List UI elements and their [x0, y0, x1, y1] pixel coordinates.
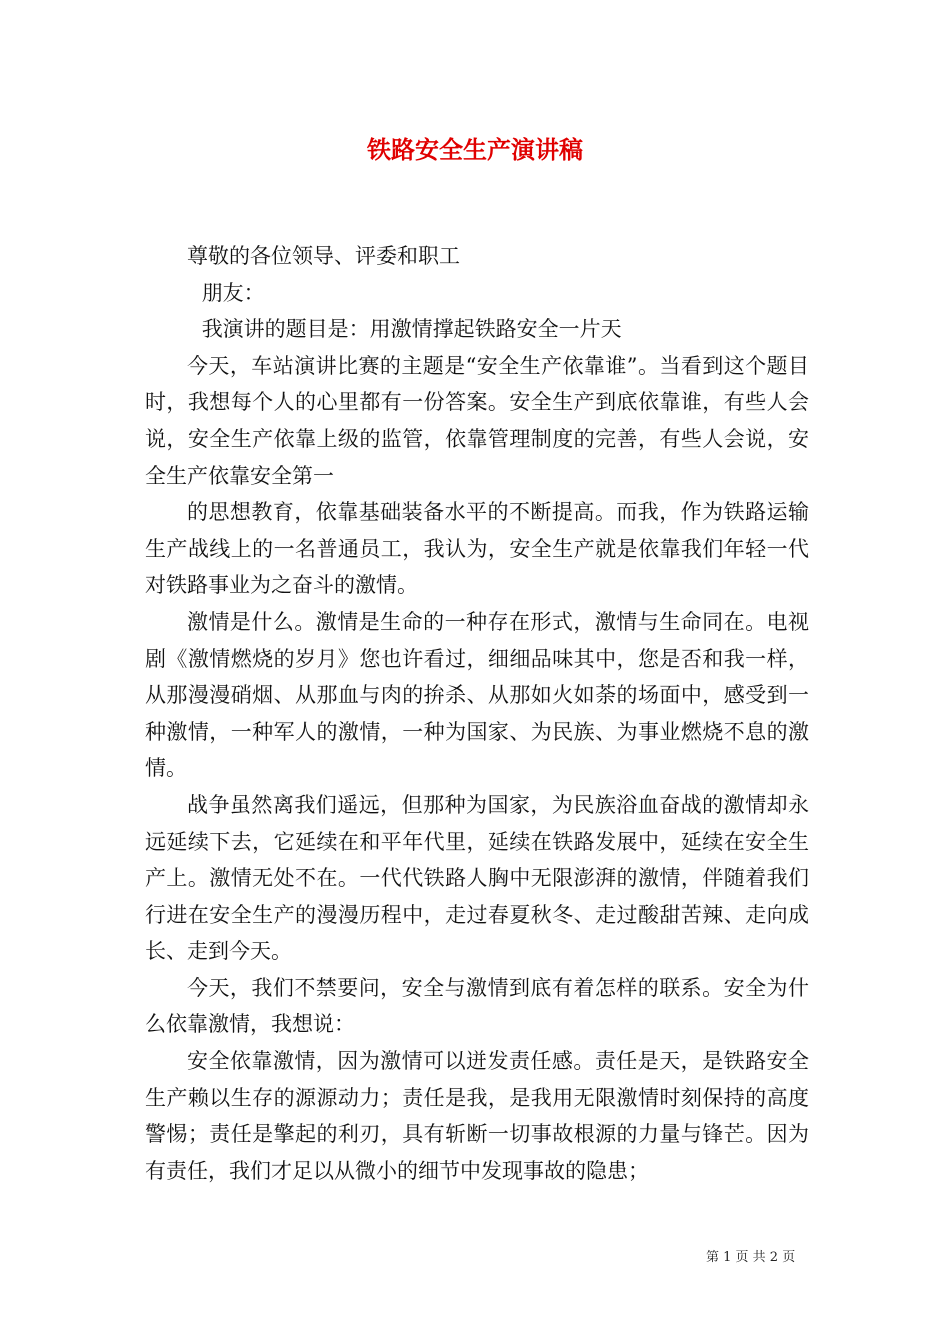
- document-body: [145, 238, 809, 1189]
- paragraph-friends: 朋友：: [201, 280, 265, 305]
- paragraph: 的思想教育，依靠基础装备水平的不断提高。而我，作为铁路运输生产战线上的一名普通员工，我认为，安全生产就是依靠我们年轻一代对铁路事业为之奋斗的激情。: [145, 500, 809, 598]
- paragraph: 今天，车站演讲比赛的主题是“安全生产依靠谁”。当看到这个题目时，我想每个人的心里都有一份答案。安全生产到底依靠谁，有些人会说，安全生产依靠上级的监管，依靠管理制度的完善，有些人会说，安全生产依靠安全第一: [145, 353, 809, 488]
- paragraph: 战争虽然离我们遥远，但那种为国家，为民族浴血奋战的激情却永远延续下去，它延续在和平年代里，延续在铁路发展中，延续在安全生产上。激情无处不在。一代代铁路人胸中无限澎湃的激情，伴随着我们行进在安全生产的漫漫历程中，走过春夏秋冬、走过酸甜苦辣、走向成长、走到今天。: [145, 792, 809, 964]
- page-number: 第 1 页 共 2 页: [706, 1250, 796, 1265]
- paragraph-salutation: 尊敬的各位领导、评委和职工: [187, 244, 460, 268]
- paragraph: 安全依靠激情，因为激情可以迸发责任感。责任是天，是铁路安全生产赖以生存的源源动力；责任是我，是我用无限激情时刻保持的高度警惕；责任是擎起的利刃，具有斩断一切事故根源的力量与锋芒。因为有责任，我们才足以从微小的细节中发现事故的隐患；: [145, 1049, 809, 1183]
- paragraph: 今天，我们不禁要问，安全与激情到底有着怎样的联系。安全为什么依靠激情，我想说：: [145, 975, 809, 1037]
- paragraph-topic: 我演讲的题目是：用激情撑起铁路安全一片天: [201, 317, 622, 342]
- paragraph: 激情是什么。激情是生命的一种存在形式，激情与生命同在。电视剧《激情燃烧的岁月》您也许看过，细细品味其中，您是否和我一样，从那漫漫硝烟、从那血与肉的拚杀、从那如火如荼的场面中，感受到一种激情，一种军人的激情，一种为国家、为民族、为事业燃烧不息的激情。: [145, 609, 809, 781]
- document-title: 铁路安全生产演讲稿: [367, 135, 583, 164]
